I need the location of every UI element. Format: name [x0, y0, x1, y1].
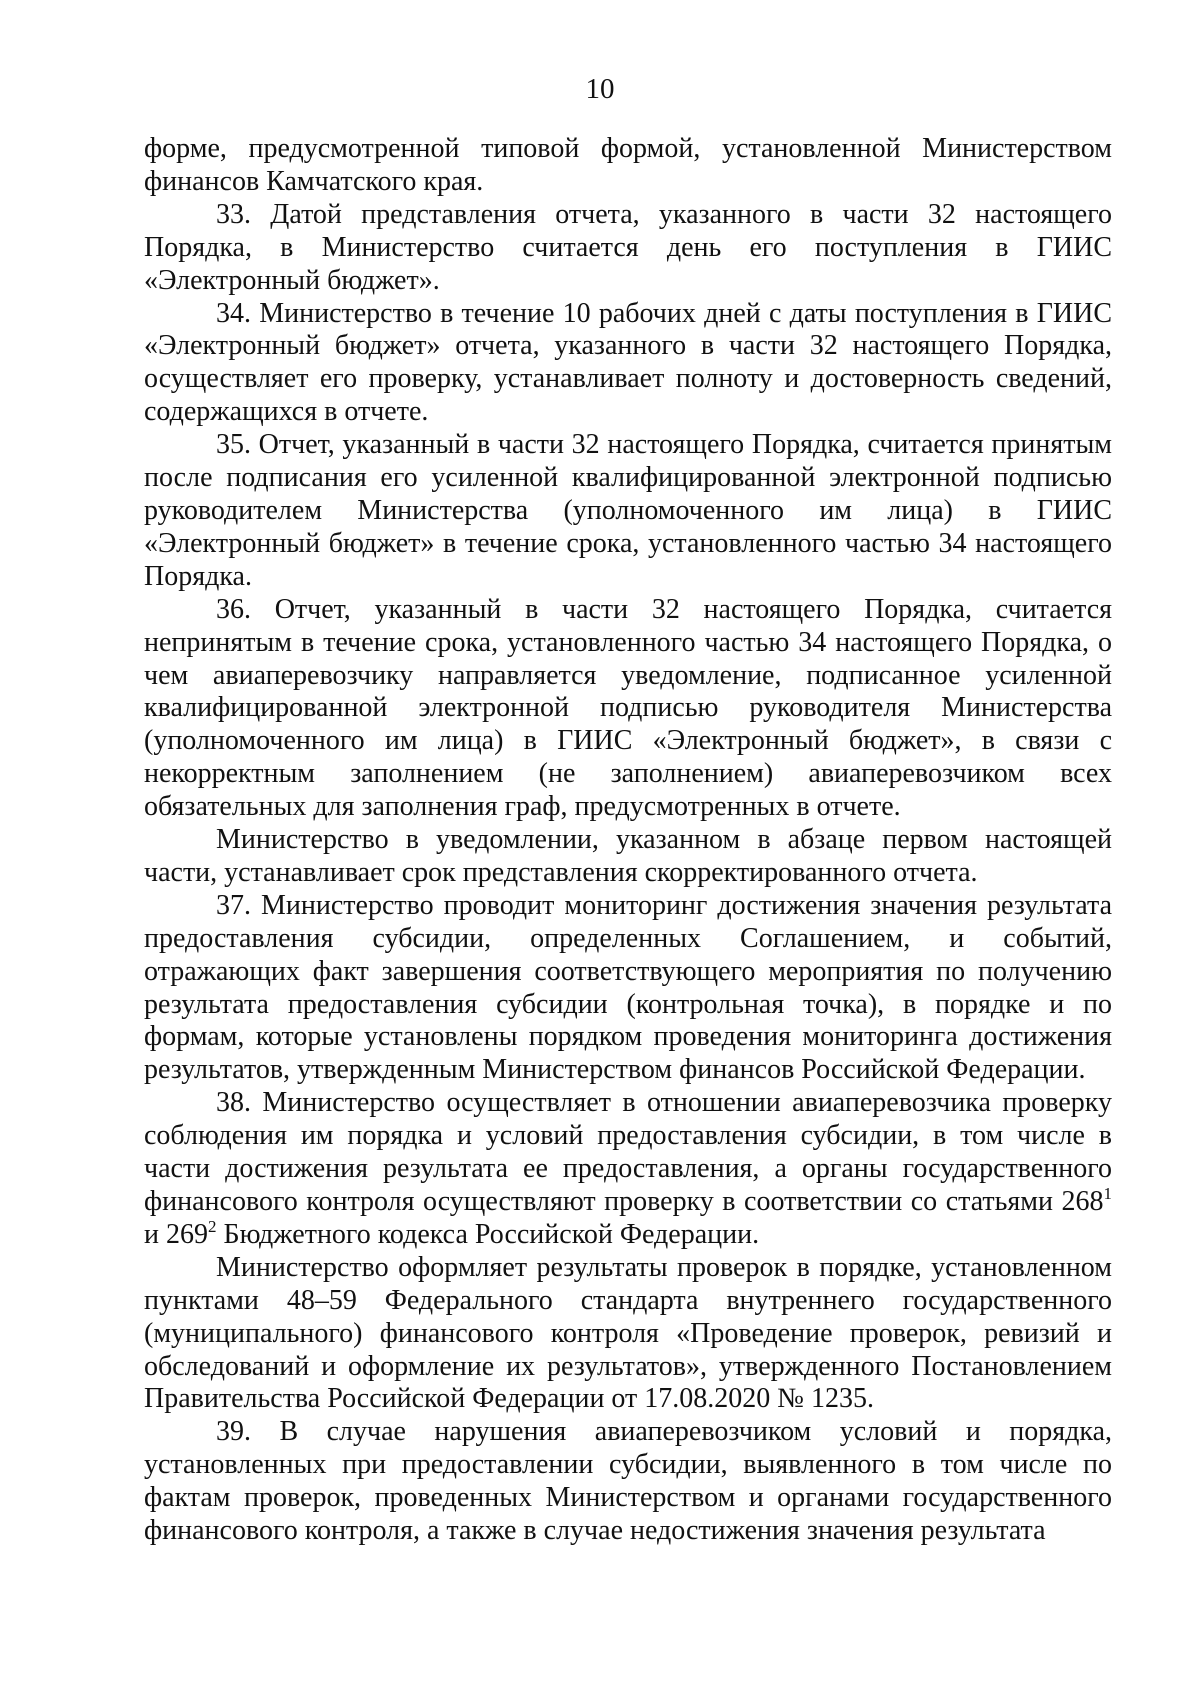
paragraph-continuation: форме, предусмотренной типовой формой, установленной Министерством финансов Камчатского края. [144, 133, 1112, 197]
superscript-268: 1 [1103, 1184, 1112, 1203]
paragraph-38-text-b: и 269 [144, 1218, 208, 1250]
paragraph-33: 33. Датой представления отчета, указанного в части 32 настоящего Порядка, в Министерство считается день его поступления в ГИИС «Электронный бюджет». [144, 198, 1112, 296]
superscript-269: 2 [207, 1216, 217, 1236]
paragraph-37: 37. Министерство проводит мониторинг достижения значения результата предоставления субсидии, определенных Соглашением, и событий, отражающих факт завершения соответствующего мероприятия по получению результата предоставления субсидии (контрольная точка), в порядке и по формам, которые установлены порядком проведения мониторинга достижения результатов, утвержденным Министерством финансов Российской Федерации. [144, 889, 1112, 1086]
page-number: 10 [585, 73, 615, 105]
paragraph-35: 35. Отчет, указанный в части 32 настоящего Порядка, считается принятым после подписания его усиленной квалифицированной электронной подписью руководителем Министерства (уполномоченного им лица) в ГИИС «Электронный бюджет» в течение срока, установленного частью 34 настоящего Порядка. [144, 429, 1112, 592]
paragraph-36-notice: Министерство в уведомлении, указанном в абзаце первом настоящей части, устанавливает срок представления скорректированного отчета. [144, 824, 1112, 888]
paragraph-38-results: Министерство оформляет результаты проверок в порядке, установленном пунктами 48–59 Федерального стандарта внутреннего государственного (муниципального) финансового контроля «Проведение проверок, ревизий и обследований и оформление их результатов», утвержденного Постановлением Правительства Российской Федерации от 17.08.2020 № 1235. [144, 1251, 1112, 1415]
paragraph-38-text-a: 38. Министерство осуществляет в отношении авиаперевозчика проверку соблюдения им порядка и условий предоставления субсидии, в том числе в части достижения результата ее предоставления, а органы государственного финансового контроля осуществляют проверку в соответствии со статьями 268 [144, 1087, 1112, 1217]
paragraph-38-text-c: Бюджетного кодекса Российской Федерации. [216, 1218, 760, 1250]
paragraph-36: 36. Отчет, указанный в части 32 настоящего Порядка, считается непринятым в течение срока, установленного частью 34 настоящего Порядка, о чем авиаперевозчику направляется уведомление, подписанное усиленной квалифицированной электронной подписью руководителя Министерства (уполномоченного им лица) в ГИИС «Электронный бюджет», в связи с некорректным заполнением (не заполнением) авиаперевозчиком всех обязательных для заполнения граф, предусмотренных в отчете. [144, 593, 1112, 823]
document-body [144, 133, 1112, 1548]
paragraph-39: 39. В случае нарушения авиаперевозчиком условий и порядка, установленных при предоставлении субсидии, выявленного в том числе по фактам проверок, проведенных Министерством и органами государственного финансового контроля, а также в случае недостижения значения результата [144, 1416, 1112, 1547]
paragraph-34: 34. Министерство в течение 10 рабочих дней с даты поступления в ГИИС «Электронный бюджет» отчета, указанного в части 32 настоящего Порядка, осуществляет его проверку, устанавливает полноту и достоверность сведений, содержащихся в отчете. [144, 297, 1112, 428]
paragraph-38 [144, 1087, 1112, 1252]
